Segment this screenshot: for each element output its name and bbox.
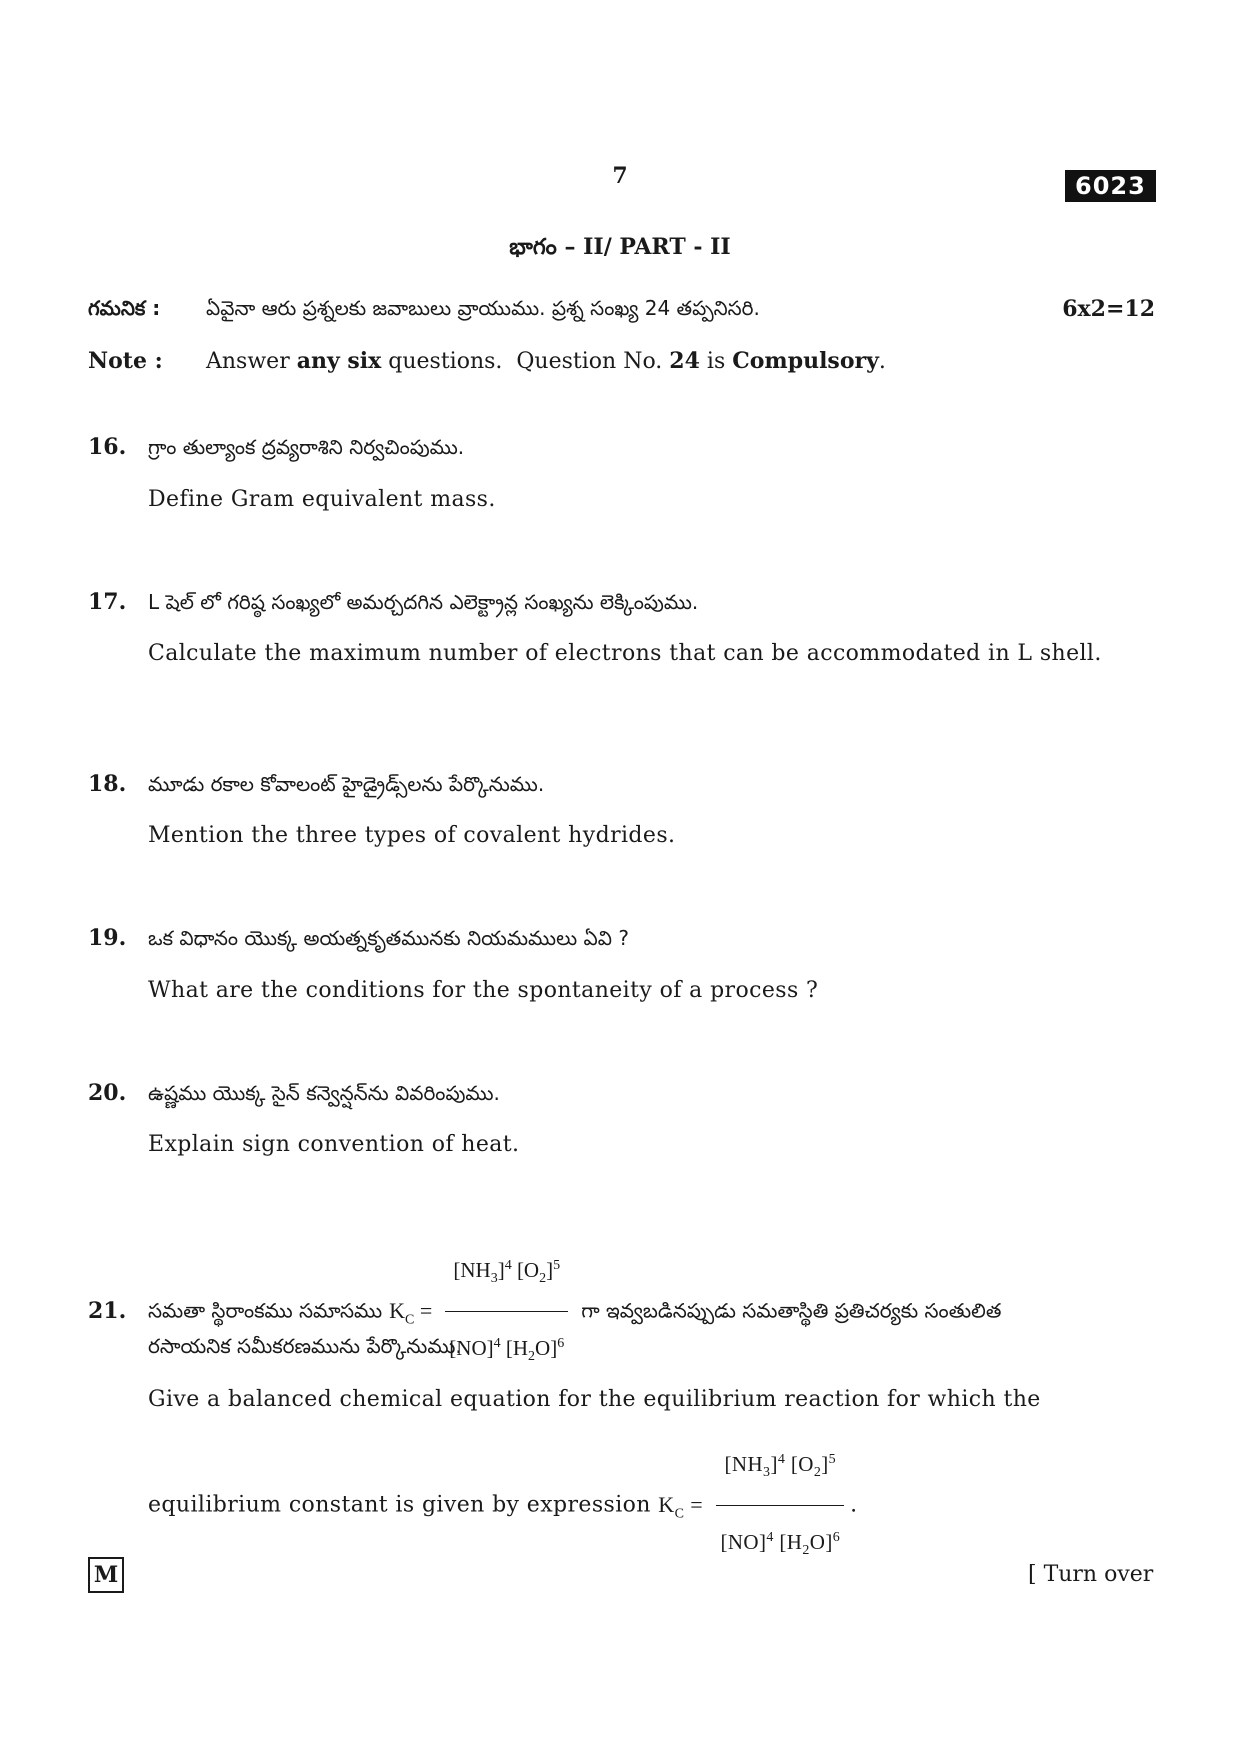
- page-number: 7: [612, 163, 628, 189]
- question-number: 17.: [88, 589, 127, 615]
- paper-code-badge: 6023: [1065, 170, 1156, 202]
- question-17-telugu: [88, 589, 1155, 619]
- marks-allocation: 6x2=12: [1062, 296, 1155, 322]
- part-title: భాగం – II/ PART - II: [509, 234, 731, 260]
- kc-numerator: $[NH_3]^4$ $[O_2]^5$: [716, 1430, 844, 1506]
- question-telugu-text: మూడు రకాల కోవాలంట్ హైడ్రైడ్స్‌లను పేర్కొనుము.: [148, 772, 545, 796]
- question-telugu-text: ఉష్ణము యొక్క సైన్ కన్వెన్షన్‌ను వివరింపుము.: [148, 1081, 500, 1105]
- question-number: 21.: [88, 1297, 127, 1324]
- question-21-english-end: .: [850, 1492, 858, 1518]
- question-18-english: Mention the three types of covalent hydrides.: [148, 823, 676, 848]
- question-16-telugu: [88, 434, 1155, 464]
- telugu-note-text: ఏవైనా ఆరు ప్రశ్నలకు జవాబులు వ్రాయుము. ప్రశ్న సంఖ్య 24 తప్పనిసరి.: [206, 296, 760, 320]
- question-21-telugu-line2: రసాయనిక సమీకరణమును పేర్కొనుము.: [148, 1334, 462, 1358]
- kc-numerator: $[NH_3]^4$ $[O_2]^5$: [445, 1236, 568, 1312]
- turn-over-label: [ Turn over: [1028, 1562, 1154, 1587]
- question-telugu-text-post: గా ఇవ్వబడినప్పుడు సమతాస్థితి ప్రతిచర్యకు సంతులిత: [581, 1298, 1002, 1323]
- question-20-telugu: [88, 1080, 1155, 1110]
- kc-symbol: $K_C$ =: [658, 1491, 704, 1522]
- question-telugu-text: ఒక విధానం యొక్క అయత్నకృతమునకు నియమములు ఏవి ?: [148, 926, 629, 950]
- note-any-six: any six: [296, 348, 382, 374]
- question-telugu-text-pre: సమతా స్థిరాంకము సమాసము: [148, 1298, 383, 1323]
- question-18-telugu: [88, 771, 1155, 801]
- kc-denominator: [NO]$^4$ $[H_2O]^6$: [720, 1530, 841, 1559]
- question-19-telugu: [88, 925, 1155, 955]
- note-end: .: [878, 349, 886, 374]
- note-mid: questions. Question No.: [381, 349, 670, 374]
- question-telugu-text: గ్రాం తుల్యాంక ద్రవ్యరాశిని నిర్వచింపుము.: [148, 435, 465, 459]
- note-pre: Answer: [206, 349, 297, 374]
- kc-symbol: $K_C$ =: [389, 1297, 433, 1328]
- english-note: [88, 348, 1155, 374]
- note-is: is: [699, 349, 733, 374]
- kc-fraction: [716, 1430, 844, 1581]
- question-21-english-line2: [148, 1430, 1098, 1581]
- question-number: 20.: [88, 1080, 127, 1106]
- question-17-english: Calculate the maximum number of electrons that can be accommodated in L shell.: [148, 641, 1102, 666]
- question-number: 16.: [88, 434, 127, 460]
- question-20-english: Explain sign convention of heat.: [148, 1132, 520, 1157]
- question-19-english: What are the conditions for the spontaneity of a process ?: [148, 978, 819, 1003]
- question-21-english-line1: Give a balanced chemical equation for the equilibrium reaction for which the: [148, 1387, 1041, 1412]
- note-compulsory: Compulsory: [732, 348, 879, 374]
- telugu-instruction: [88, 296, 1155, 325]
- question-21-english-text: equilibrium constant is given by expression: [148, 1492, 651, 1518]
- note-number: 24: [669, 348, 700, 374]
- telugu-note-label: గమనిక :: [88, 296, 161, 320]
- kc-fraction: [445, 1236, 568, 1387]
- kc-denominator: [NO]$^4$ $[H_2O]^6$: [449, 1336, 565, 1365]
- question-telugu-text: L షెల్ లో గరిష్ఠ సంఖ్యలో అమర్చదగిన ఎలెక్ట్రాన్ల సంఖ్యను లెక్కింపుము.: [148, 590, 699, 614]
- question-number: 19.: [88, 925, 127, 951]
- question-number: 18.: [88, 771, 127, 797]
- note-label: Note :: [88, 348, 163, 374]
- question-16-english: Define Gram equivalent mass.: [148, 487, 496, 512]
- m-mark-box: M: [88, 1557, 124, 1593]
- question-21-telugu: [88, 1236, 1155, 1387]
